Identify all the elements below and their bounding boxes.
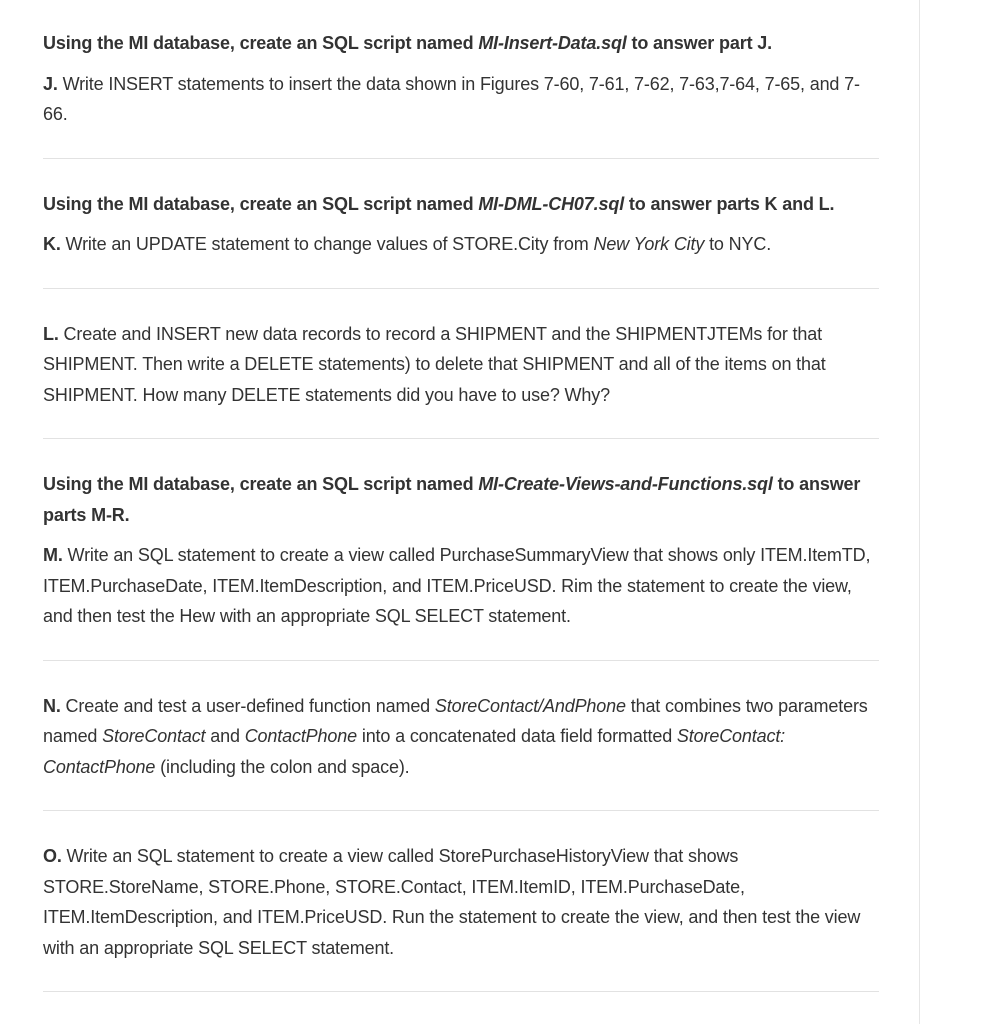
part-letter: K. <box>43 234 61 254</box>
part-letter: L. <box>43 323 59 344</box>
part-j-text: J. Write INSERT statements to insert the data shown in Figures 7-60, 7-61, 7-62, 7-63,7-64, 7-65, and 7-66. <box>43 73 860 124</box>
part-letter: M. <box>43 545 63 565</box>
section-part-m <box>43 439 879 661</box>
part-letter: J. <box>43 73 58 94</box>
section-heading: Using the MI database, create an SQL script named MI-Insert-Data.sql to answer part J. <box>43 33 772 53</box>
section-heading: Using the MI database, create an SQL script named MI-DML-CH07.sql to answer parts K and L. <box>43 193 835 214</box>
part-n-text: N. Create and test a user-defined function named StoreContact/AndPhone that combines two parameters named StoreContact and ContactPhone into a concatenated data field formatted StoreContact: ContactPhone (including the colon and space). <box>43 695 868 777</box>
question-content <box>43 18 879 992</box>
right-border-line <box>919 0 920 1024</box>
section-part-o <box>43 811 879 992</box>
part-letter: O. <box>43 846 62 866</box>
part-o-text: O. Write an SQL statement to create a view called StorePurchaseHistoryView that shows STORE.StoreName, STORE.Phone, STORE.Contact, ITEM.ItemID, ITEM.PurchaseDate, ITEM.ItemDescription, and ITEM.PriceUSD. Run the statement to create the view, and then test the view with an appropriate SQL SELECT statement. <box>43 846 861 958</box>
part-k-text: K. Write an UPDATE statement to change values of STORE.City from New York City to NYC. <box>43 234 772 254</box>
part-l-text: L. Create and INSERT new data records to record a SHIPMENT and the SHIPMENTJTEMs for that SHIPMENT. Then write a DELETE statements) to delete that SHIPMENT and all of the items on that SHIPMENT. How many DELETE statements did you have to use? Why? <box>43 323 826 405</box>
section-part-j <box>43 18 879 159</box>
section-part-k <box>43 159 879 289</box>
script-filename: MI-Insert-Data.sql <box>478 33 627 53</box>
section-heading: Using the MI database, create an SQL script named MI-Create-Views-and-Functions.sql to answer parts M-R. <box>43 474 861 525</box>
part-letter: N. <box>43 695 61 716</box>
script-filename: MI-DML-CH07.sql <box>478 193 625 214</box>
section-part-n <box>43 661 879 812</box>
section-part-l <box>43 289 879 440</box>
part-m-text: M. Write an SQL statement to create a view called PurchaseSummaryView that shows only ITEM.ItemTD, ITEM.PurchaseDate, ITEM.ItemDescription, and ITEM.PriceUSD. Rim the statement to create the view, and then test the Hew with an appropriate SQL SELECT statement. <box>43 545 871 626</box>
script-filename: MI-Create-Views-and-Functions.sql <box>478 474 773 494</box>
